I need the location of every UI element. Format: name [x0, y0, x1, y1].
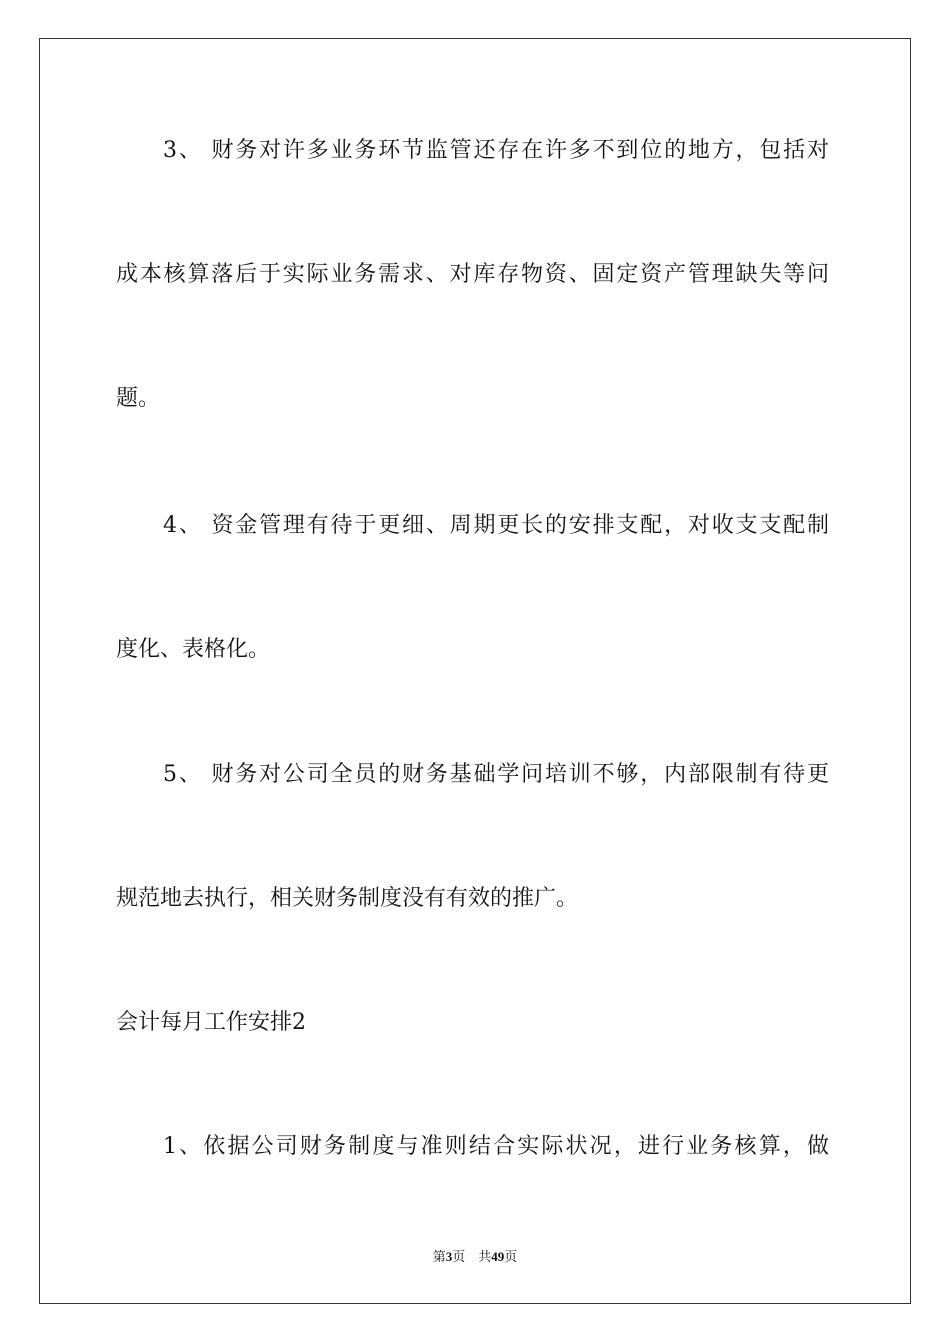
paragraph-4-line-2: 度化、表格化。: [116, 637, 271, 662]
paragraph-3-line-3: 题。: [116, 386, 161, 411]
page-border: [39, 38, 911, 1304]
section-heading: 会计每月工作安排2: [116, 1010, 306, 1035]
footer-middle: 页 共: [452, 1249, 492, 1264]
paragraph-5-line-1: 5、 财务对公司全员的财务基础学问培训不够，内部限制有待更: [163, 762, 829, 787]
page-footer: [0, 1246, 950, 1265]
paragraph-3-line-2: 成本核算落后于实际业务需求、对库存物资、固定资产管理缺失等问: [116, 262, 829, 287]
paragraph-3-line-1: 3、 财务对许多业务环节监管还存在许多不到位的地方，包括对: [163, 138, 829, 163]
paragraph-5-line-2: 规范地去执行，相关财务制度没有有效的推广。: [116, 886, 579, 911]
paragraph-4-line-1: 4、 资金管理有待于更细、周期更长的安排支配，对收支支配制: [163, 513, 829, 538]
footer-prefix: 第: [432, 1249, 446, 1264]
footer-suffix: 页: [504, 1249, 518, 1264]
footer-page-number: 3: [445, 1249, 453, 1264]
footer-total-pages: 49: [491, 1249, 505, 1264]
item-1-line-1: 1、依据公司财务制度与准则结合实际状况，进行业务核算，做: [163, 1134, 829, 1159]
